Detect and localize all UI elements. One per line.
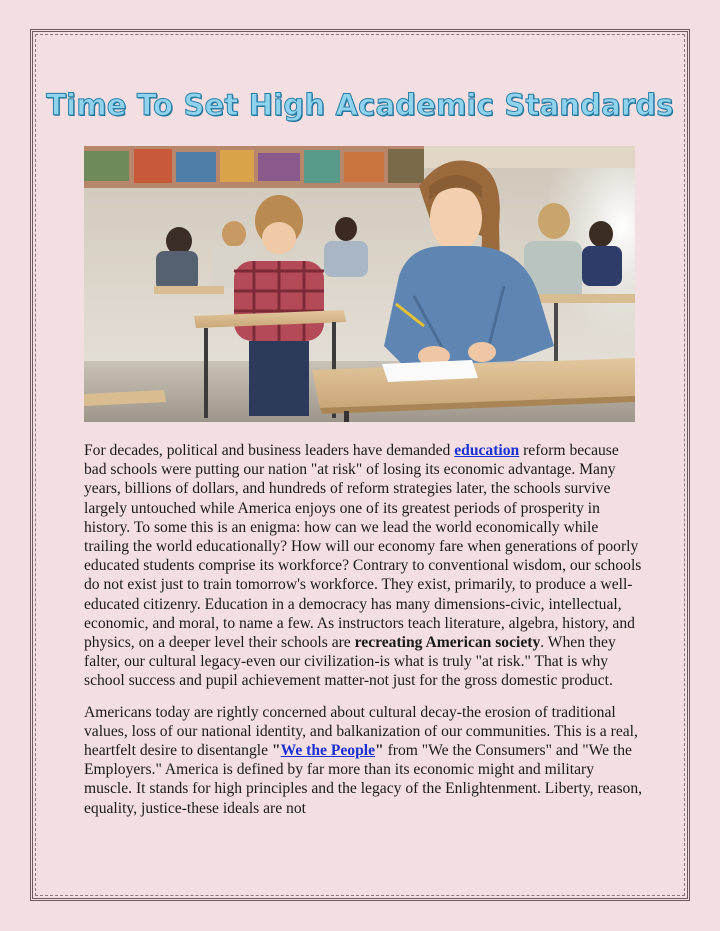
paragraph-2-text-a: Americans today are rightly concerned about cultural decay-the erosion of traditional values, loss of our national identity, and balkanization of our communities. This is a real, heartfelt desire to disentangle xyxy=(84,703,638,760)
paragraph-1 xyxy=(84,441,644,691)
we-the-people-link[interactable]: We the People xyxy=(280,742,376,760)
classroom-photo xyxy=(84,146,635,422)
education-link[interactable]: education xyxy=(454,442,520,459)
paragraph-2-text-b: from "We the Consumers" and "We the Employers." America is defined by far more than its economic might and military muscle. It stands for high principles and the legacy of the Enlightenment. Liberty, reason, equality, justice-these ideals are not xyxy=(84,742,643,817)
quote-close: " xyxy=(375,742,384,760)
paragraph-1-text-a: For decades, political and business leaders have demanded xyxy=(84,442,455,459)
paragraph-1-text-c: . When they falter, our cultural legacy-even our civilization-is what is truly "at risk." That is why school success and pupil achievement matter-not just for the gross domestic product. xyxy=(84,634,616,690)
paragraph-2 xyxy=(84,703,644,818)
paragraph-1-bold: recreating American society xyxy=(354,634,541,652)
page-title: Time To Set High Academic Standards xyxy=(46,88,674,122)
article-body xyxy=(84,441,644,830)
quote-open: " xyxy=(271,742,281,760)
paragraph-1-text-b: reform because bad schools were putting our nation "at risk" of losing its economic advantage. Many years, billions of dollars, and hundreds of reform strategies later, the schools survive largely untouched while America enjoys one of its greatest periods of prosperity in history. To some this is an enigma: how can we lead the world economically while trailing the world educationally? How will our economy fare when generations of poorly educated students comprise its workforce? Contrary to conventional wisdom, our schools do not exist just to train tomorrow's workforce. They exist, primarily, to produce a well-educated citizenry. Education in a democracy has many dimensions-civic, intellectual, economic, and moral, to name a few. As instructors teach literature, algebra, history, and physics, on a deeper level their schools are xyxy=(84,442,642,652)
